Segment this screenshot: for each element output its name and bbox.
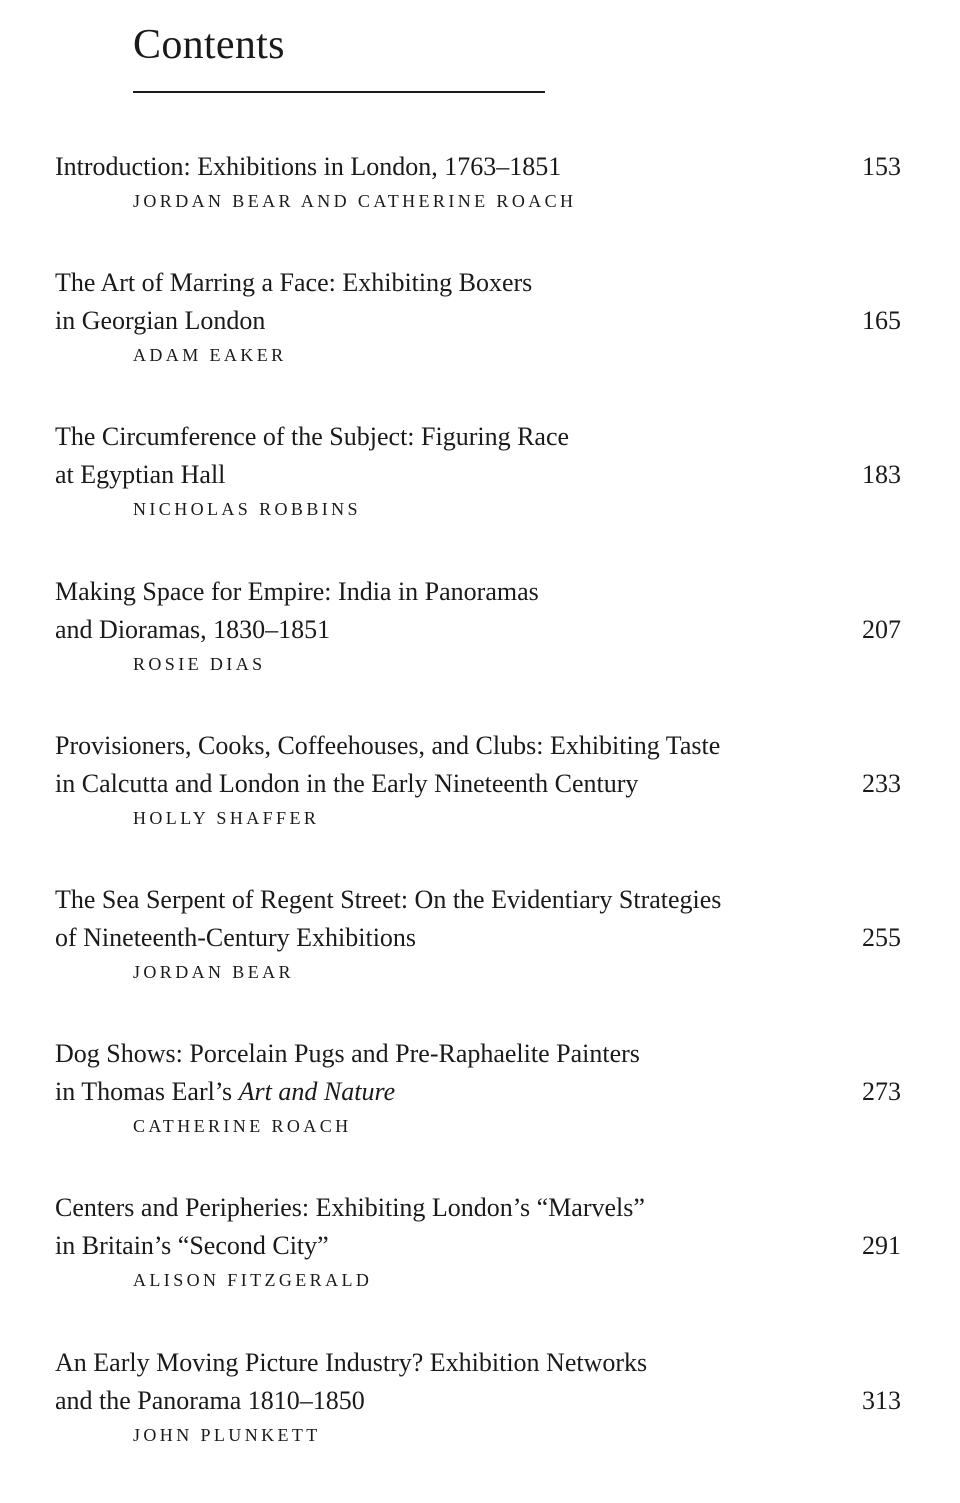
entry-title-line: The Sea Serpent of Regent Street: On the Evidentiary Strategies — [55, 885, 722, 914]
entry-page-number: 273 — [862, 1077, 901, 1106]
entry-title-line: at Egyptian Hall — [55, 460, 226, 489]
entry-author: ROSIE DIAS — [133, 654, 266, 674]
entry-title-italic: Art and Nature — [238, 1077, 396, 1106]
toc-entry — [55, 1344, 901, 1446]
toc-entry — [55, 727, 901, 829]
entry-title-line — [55, 1073, 835, 1111]
toc-entry — [55, 573, 901, 675]
entry-page-number: 207 — [862, 615, 901, 644]
entry-title-line: The Art of Marring a Face: Exhibiting Boxers — [55, 268, 533, 297]
page-title: Contents — [133, 22, 285, 68]
toc-entry — [55, 148, 901, 212]
toc-entry — [55, 1189, 901, 1291]
entry-title-line: Introduction: Exhibitions in London, 1763–1851 — [55, 152, 562, 181]
entry-author: JORDAN BEAR — [133, 962, 294, 982]
entry-page-number: 165 — [862, 306, 901, 335]
entry-title — [55, 1035, 835, 1111]
entry-title — [55, 1189, 835, 1265]
entry-title-text: in Thomas Earl’s — [55, 1077, 239, 1106]
entry-author: JORDAN BEAR AND CATHERINE ROACH — [133, 191, 577, 211]
entry-title-line: Provisioners, Cooks, Coffeehouses, and Clubs: Exhibiting Taste — [55, 731, 721, 760]
entry-title-line: Making Space for Empire: India in Panoramas — [55, 577, 539, 606]
toc-entry — [55, 1035, 901, 1137]
entry-page-number: 313 — [862, 1386, 901, 1415]
entry-page-number: 255 — [862, 923, 901, 952]
entry-title-line: in Britain’s “Second City” — [55, 1231, 329, 1260]
entry-title — [55, 264, 835, 340]
entry-title — [55, 1344, 835, 1420]
entry-page-number: 153 — [862, 152, 901, 181]
entry-title — [55, 727, 835, 803]
entry-title — [55, 148, 835, 186]
entry-page-number: 291 — [862, 1231, 901, 1260]
toc-entry — [55, 418, 901, 520]
entry-title — [55, 418, 835, 494]
entry-title — [55, 881, 835, 957]
entry-title-line: and the Panorama 1810–1850 — [55, 1386, 365, 1415]
entry-author: ADAM EAKER — [133, 345, 287, 365]
entry-title-line: in Georgian London — [55, 306, 266, 335]
entry-page-number: 183 — [862, 460, 901, 489]
entry-title-line: Centers and Peripheries: Exhibiting London’s “Marvels” — [55, 1193, 645, 1222]
entry-title-line: of Nineteenth-Century Exhibitions — [55, 923, 417, 952]
entry-title-line: An Early Moving Picture Industry? Exhibition Networks — [55, 1348, 648, 1377]
entry-title-line: Dog Shows: Porcelain Pugs and Pre-Raphaelite Painters — [55, 1039, 640, 1068]
entry-author: HOLLY SHAFFER — [133, 808, 320, 828]
entry-title-line: The Circumference of the Subject: Figuring Race — [55, 422, 570, 451]
entry-author: NICHOLAS ROBBINS — [133, 499, 361, 519]
entry-title-line: and Dioramas, 1830–1851 — [55, 615, 331, 644]
entry-author: CATHERINE ROACH — [133, 1116, 352, 1136]
entry-author: ALISON FITZGERALD — [133, 1270, 373, 1290]
entry-title-line: in Calcutta and London in the Early Nineteenth Century — [55, 769, 639, 798]
entry-page-number: 233 — [862, 769, 901, 798]
title-rule — [133, 91, 545, 93]
toc-entry — [55, 264, 901, 366]
entry-title — [55, 573, 835, 649]
toc-entry — [55, 881, 901, 983]
entry-author: JOHN PLUNKETT — [133, 1425, 321, 1445]
